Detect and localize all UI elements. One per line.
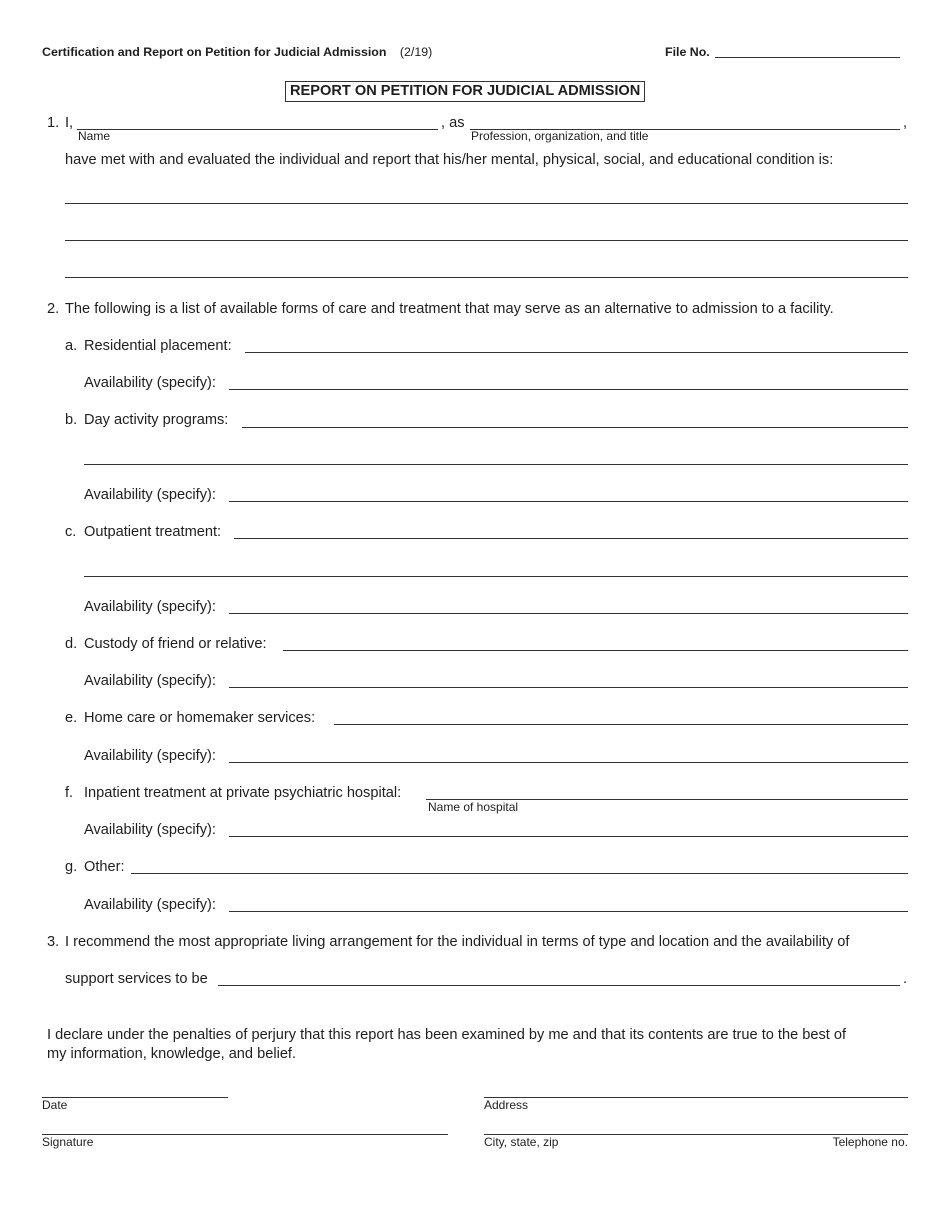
item-b-availability-label: Availability (specify): [84, 487, 216, 503]
section3-number: 3. [47, 934, 60, 950]
other-availability-field[interactable] [229, 911, 908, 912]
section1-trailing-comma: , [903, 115, 908, 131]
file-no-field[interactable] [715, 57, 900, 58]
telephone-caption: Telephone no. [832, 1135, 908, 1149]
item-a-availability-label: Availability (specify): [84, 375, 216, 391]
residential-availability-field[interactable] [229, 389, 908, 390]
inpatient-availability-field[interactable] [229, 836, 908, 837]
item-f-letter: f. [65, 785, 74, 801]
custody-field[interactable] [283, 650, 908, 651]
as-label: , as [441, 115, 465, 131]
item-d-label: Custody of friend or relative: [84, 636, 267, 652]
item-g-letter: g. [65, 859, 78, 875]
outpatient-field[interactable] [234, 538, 908, 539]
item-g-availability-label: Availability (specify): [84, 897, 216, 913]
item-a-label: Residential placement: [84, 338, 232, 354]
address-caption: Address [484, 1098, 529, 1112]
city-caption: City, state, zip [484, 1135, 559, 1149]
residential-placement-field[interactable] [245, 352, 908, 353]
outpatient-field-line-2[interactable] [84, 576, 908, 577]
section3-trailing-period: . [903, 971, 908, 987]
name-field[interactable] [77, 129, 438, 130]
section1-number: 1. [47, 115, 60, 131]
day-activity-field[interactable] [242, 427, 908, 428]
other-field[interactable] [131, 873, 908, 874]
support-services-field[interactable] [218, 985, 900, 986]
custody-availability-field[interactable] [229, 687, 908, 688]
outpatient-availability-field[interactable] [229, 613, 908, 614]
item-f-availability-label: Availability (specify): [84, 822, 216, 838]
name-caption: Name [78, 129, 111, 143]
item-c-letter: c. [65, 524, 77, 540]
item-f-label: Inpatient treatment at private psychiatric hospital: [84, 785, 402, 801]
profession-caption: Profession, organization, and title [471, 129, 649, 143]
home-care-availability-field[interactable] [229, 762, 908, 763]
item-a-letter: a. [65, 338, 78, 354]
item-d-letter: d. [65, 636, 78, 652]
signature-caption: Signature [42, 1135, 94, 1149]
section2-number: 2. [47, 301, 60, 317]
item-c-label: Outpatient treatment: [84, 524, 222, 540]
home-care-field[interactable] [334, 724, 908, 725]
condition-line-3[interactable] [65, 277, 908, 278]
day-activity-field-line-2[interactable] [84, 464, 908, 465]
item-e-letter: e. [65, 710, 78, 726]
date-field[interactable] [42, 1097, 228, 1098]
item-e-label: Home care or homemaker services: [84, 710, 316, 726]
condition-line-2[interactable] [65, 240, 908, 241]
form-title [42, 45, 432, 59]
hospital-name-caption: Name of hospital [428, 800, 519, 814]
item-b-letter: b. [65, 412, 78, 428]
declaration-line2: my information, knowledge, and belief. [47, 1046, 297, 1062]
item-c-availability-label: Availability (specify): [84, 599, 216, 615]
item-g-label: Other: [84, 859, 125, 875]
form-title-text: Certification and Report on Petition for Judicial Admission [42, 45, 387, 59]
item-e-availability-label: Availability (specify): [84, 748, 216, 764]
section3-line1: I recommend the most appropriate living arrangement for the individual in terms of type and location and the availability of [65, 934, 850, 950]
condition-line-1[interactable] [65, 203, 908, 204]
form-revision: (2/19) [399, 45, 433, 59]
page-title: REPORT ON PETITION FOR JUDICIAL ADMISSION [285, 81, 645, 102]
address-field[interactable] [484, 1097, 908, 1098]
item-d-availability-label: Availability (specify): [84, 673, 216, 689]
declaration-line1: I declare under the penalties of perjury that this report has been examined by me and that its contents are true to the best of [47, 1027, 847, 1043]
section2-intro: The following is a list of available forms of care and treatment that may serve as an alternative to admission to a facility. [65, 301, 834, 317]
item-b-label: Day activity programs: [84, 412, 229, 428]
section1-i-label: I, [65, 115, 74, 131]
file-no-label: File No. [665, 45, 710, 59]
section3-line2: support services to be [65, 971, 208, 987]
day-activity-availability-field[interactable] [229, 501, 908, 502]
section1-statement: have met with and evaluated the individual and report that his/her mental, physical, social, and educational condition is: [65, 152, 834, 168]
date-caption: Date [42, 1098, 68, 1112]
signature-field[interactable] [42, 1134, 448, 1135]
